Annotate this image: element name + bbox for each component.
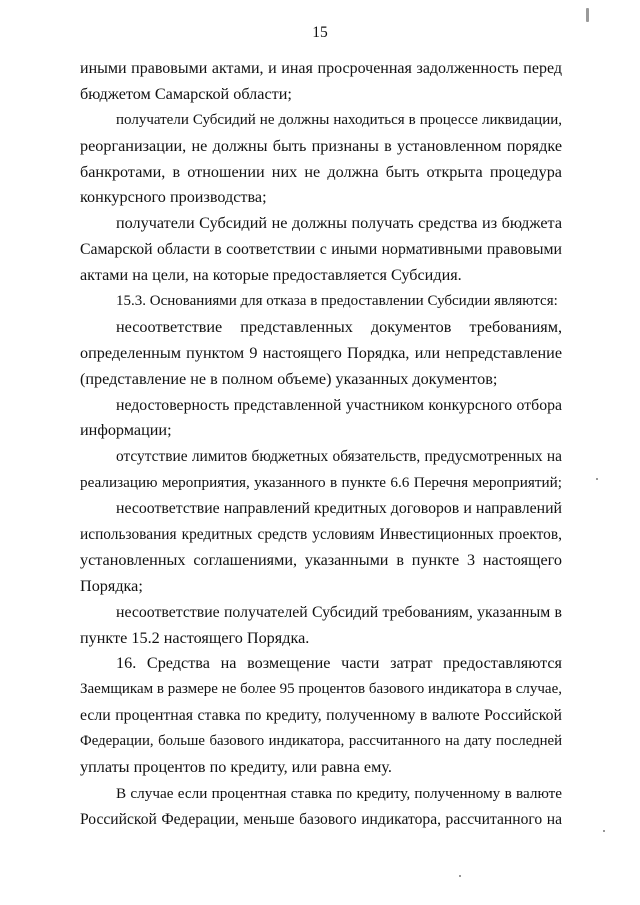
text-line: конкурсного производства; (80, 188, 267, 207)
text-line: определенным пунктом 9 настоящего Порядка, или непредставление (80, 343, 562, 362)
text-line: пункте 15.2 настоящего Порядка. (80, 628, 310, 647)
text-line: банкротами, в отношении них не должна быть открыта процедура (80, 162, 562, 181)
text-line: Самарской области в соответствии с иными нормативными правовыми (80, 241, 562, 259)
text-line: актами на цели, на которые предоставляется Субсидия. (80, 266, 462, 285)
text-line: если процентная ставка по кредиту, полученному в валюте Российской (80, 707, 562, 725)
text-line: Федерации, больше базового индикатора, рассчитанного на дату последней (80, 733, 562, 750)
text-line: отсутствие лимитов бюджетных обязательств, предусмотренных на (116, 448, 562, 466)
scan-speck (459, 875, 461, 877)
document-body (80, 56, 562, 833)
text-line: информации; (80, 421, 172, 440)
text-line: Порядка; (80, 576, 143, 595)
text-line: использования кредитных средств условиям Инвестиционных проектов, (80, 526, 562, 544)
text-line: недостоверность представленной участником конкурсного отбора (116, 396, 562, 414)
text-line: несоответствие получателей Субсидий требованиям, указанным в (116, 603, 562, 621)
text-line: несоответствие представленных документов требованиям, (116, 317, 562, 336)
text-line: 15.3. Основаниями для отказа в предоставлении Субсидии являются: (116, 293, 558, 310)
text-line: уплаты процентов по кредиту, или равна ему. (80, 758, 392, 777)
text-line: Российской Федерации, меньше базового индикатора, рассчитанного на (80, 810, 562, 828)
text-line: бюджетом Самарской области; (80, 84, 292, 103)
text-line: несоответствие направлений кредитных договоров и направлений (116, 500, 562, 518)
text-line: получатели Субсидий не должны получать средства из бюджета (116, 214, 562, 233)
scan-speck (596, 478, 598, 480)
scan-speck (586, 8, 589, 22)
text-line: реорганизации, не должны быть признаны в установленном порядке (80, 136, 562, 155)
text-line: получатели Субсидий не должны находиться в процессе ликвидации, (116, 111, 562, 128)
text-line: 16. Средства на возмещение части затрат предоставляются (116, 654, 562, 673)
text-line: В случае если процентная ставка по кредиту, полученному в валюте (116, 784, 562, 802)
page-number: 15 (312, 24, 328, 41)
text-line: Заемщикам в размере не более 95 процентов базового индикатора в случае, (80, 681, 562, 698)
text-line: установленных соглашениями, указанными в пункте 3 настоящего (80, 550, 562, 569)
text-line: (представление не в полном объеме) указанных документов; (80, 369, 498, 388)
text-line: реализацию мероприятия, указанного в пункте 6.6 Перечня мероприятий; (80, 474, 562, 492)
scan-speck (603, 830, 605, 832)
text-line: иными правовыми актами, и иная просроченная задолженность перед (80, 60, 562, 77)
